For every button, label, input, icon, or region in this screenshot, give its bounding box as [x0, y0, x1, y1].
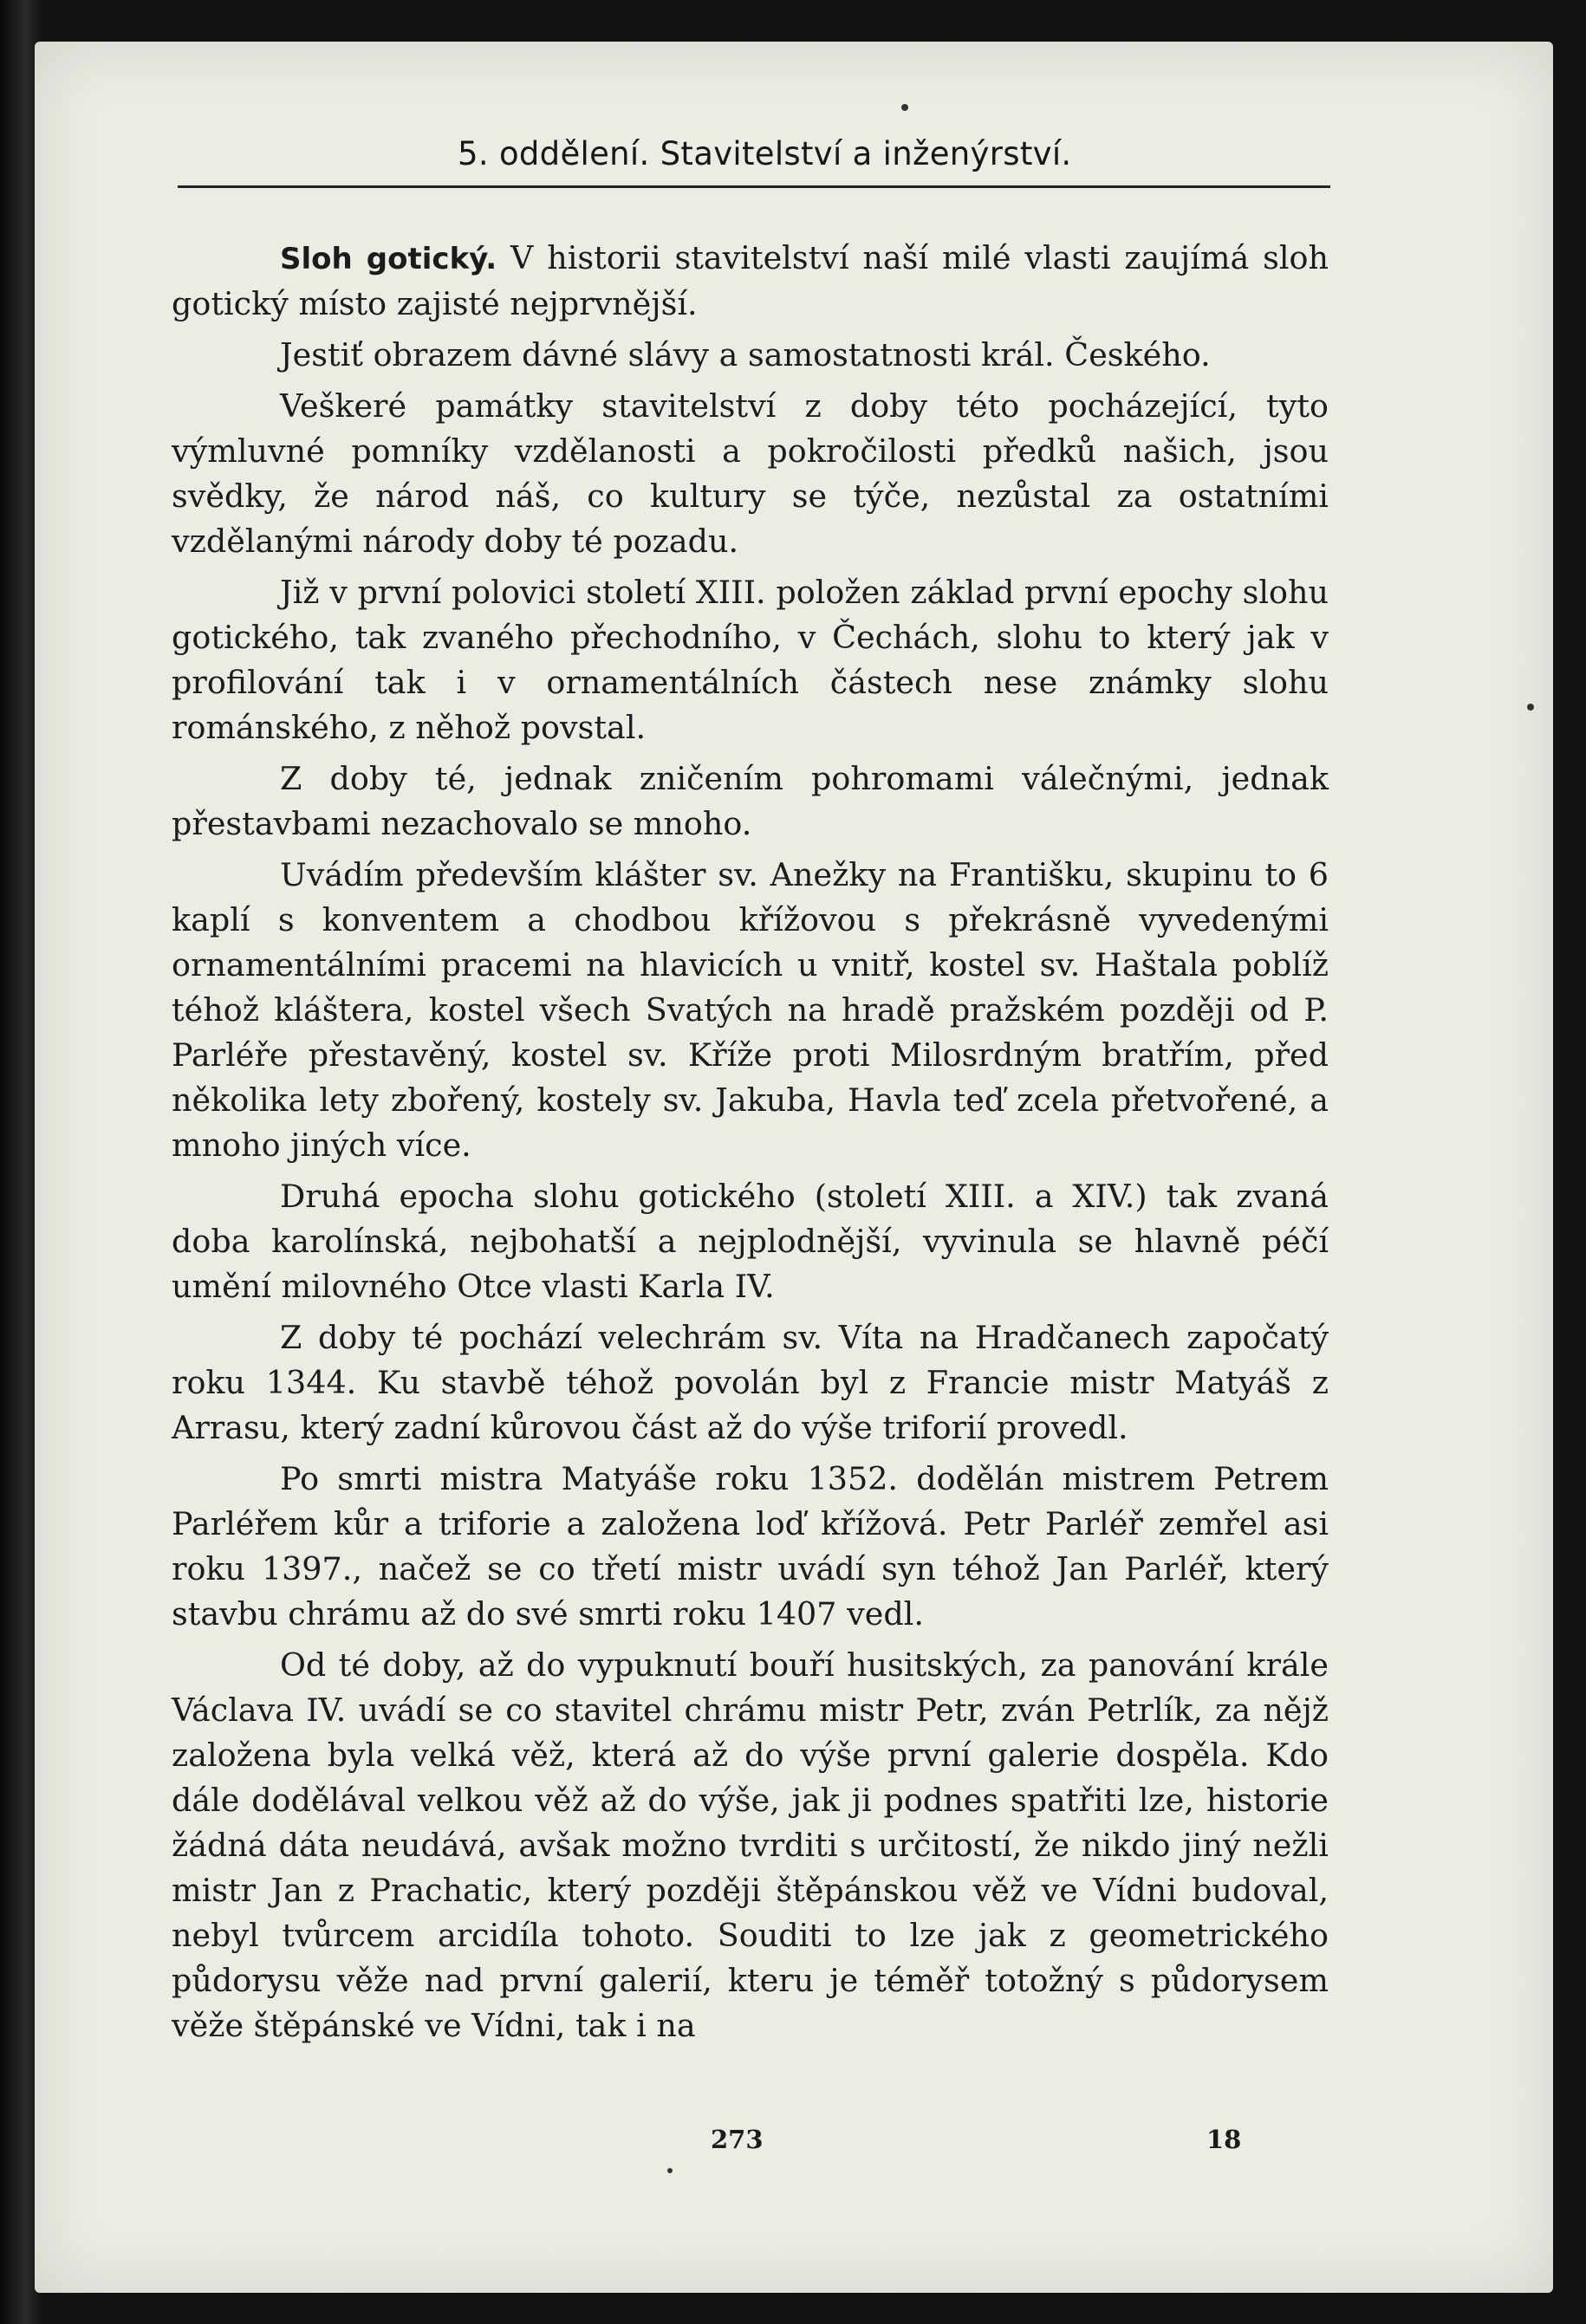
- paragraph: Z doby té pochází velechrám sv. Víta na Hradčanech započatý roku 1344. Ku stavbě téhož povolán byl z Francie mistr Matyáš z Arrasu, který zadní kůrovou část až do výše triforií provedl.: [172, 1319, 1329, 1446]
- paragraph: [172, 236, 1329, 327]
- paragraph-text: V historii stavitelství naší milé vlasti zaujímá sloh gotický místo zajisté nejprvnější.: [172, 239, 1329, 322]
- paragraph: Jestiť obrazem dávné slávy a samostatnosti král. Českého.: [280, 336, 1211, 373]
- header-rule: [178, 185, 1330, 188]
- paragraph: Z doby té, jednak zničením pohromami válečnými, jednak přestavbami nezachovalo se mnoho.: [172, 760, 1329, 842]
- paragraph: Po smrti mistra Matyáše roku 1352. dodělán mistrem Petrem Parléřem kůr a triforie a založena loď křížová. Petr Parléř zemřel asi roku 1397., načež se co třetí mistr uvádí syn téhož Jan Parléř, který stavbu chrámu až do své smrti roku 1407 vedl.: [172, 1460, 1329, 1633]
- paragraph: Od té doby, až do vypuknutí bouří husitských, za panování krále Václava IV. uvádí se co stavitel chrámu mistr Petr, zván Petrlík, za nějž založena byla velká věž, která až do výše první galerie dospěla. Kdo dále dodělával velkou věž až do výše, jak ji podnes spatřiti lze, historie žádná dáta neudává, avšak možno tvrditi s určitostí, že nikdo jiný nežli mistr Jan z Prachatic, který později štěpánskou věž ve Vídni budoval, nebyl tvůrcem arcidíla tohoto. Souditi to lze jak z geometrického půdorysu věže nad první galerií, kteru je téměř totožný s půdorysem věže štěpánské ve Vídni, tak i na: [172, 1646, 1329, 2044]
- signature-mark: 18: [1206, 2125, 1242, 2154]
- paragraph: Uvádím především klášter sv. Anežky na Františku, skupinu to 6 kaplí s konventem a chodbou křížovou s překrásně vyvedenými ornamentálními pracemi na hlavicích u vnitř, kostel sv. Haštala poblíž téhož kláštera, kostel všech Svatých na hradě pražském později od P. Parléře přestavěný, kostel sv. Kříže proti Milosrdným bratřím, před několika lety zbořený, kostely sv. Jakuba, Havla teď zcela přetvořené, a mnoho jiných více.: [172, 856, 1329, 1164]
- scan-speck: [1527, 704, 1534, 711]
- scan-speck: [667, 2168, 673, 2173]
- scan-speck: [901, 104, 908, 111]
- section-lead: Sloh gotický.: [280, 242, 497, 276]
- paragraph: Již v první polovici století XIII. položen základ první epochy slohu gotického, tak zvaného přechodního, v Čechách, slohu to který jak v profilování tak i v ornamentálních částech nese známky slohu románského, z něhož povstal.: [172, 574, 1329, 746]
- page-number: 273: [711, 2125, 764, 2154]
- running-title: 5. oddělení. Stavitelství a inženýrství.: [458, 135, 1072, 172]
- paragraph: Veškeré památky stavitelství z doby této pocházející, tyto výmluvné pomníky vzdělanosti a pokročilosti předků našich, jsou svědky, že národ náš, co kultury se týče, nezůstal za ostatními vzdělanými národy doby té pozadu.: [172, 387, 1329, 560]
- body-text: [172, 236, 1329, 2055]
- paragraph: Druhá epocha slohu gotického (století XIII. a XIV.) tak zvaná doba karolínská, nejbohatší a nejplodnější, vyvinula se hlavně péčí umění milovného Otce vlasti Karla IV.: [172, 1178, 1329, 1305]
